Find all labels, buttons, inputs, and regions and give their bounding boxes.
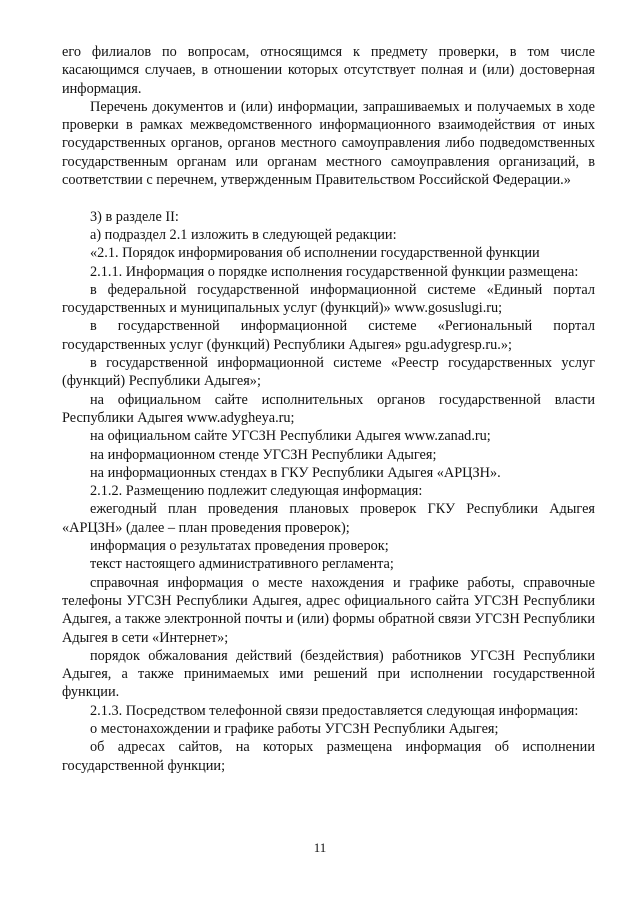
paragraph: информация о результатах проведения проверок;	[90, 538, 389, 555]
paragraph: на официальном сайте УГСЗН Республики Адыгея www.zanad.ru;	[90, 428, 491, 445]
paragraph: в государственной информационной системе «Реестр государственных услуг (функций) Республики Адыгея»;	[62, 355, 595, 390]
page-number: 11	[313, 840, 327, 855]
paragraph: 3) в разделе II:	[90, 208, 179, 225]
paragraph: о местонахождении и графике работы УГСЗН Республики Адыгея;	[90, 720, 499, 737]
paragraph: ежегодный план проведения плановых проверок ГКУ Республики Адыгея «АРЦЗН» (далее – план проведения проверок);	[62, 501, 595, 536]
paragraph: в государственной информационной системе «Региональный портал государственных услуг (функций) Республики Адыгея» pgu.adygresp.ru.»;	[62, 318, 595, 353]
paragraph: а) подраздел 2.1 изложить в следующей редакции:	[90, 226, 397, 243]
paragraph: порядок обжалования действий (бездействия) работников УГСЗН Республики Адыгея, а также принимаемых ими решений при исполнении государственной функции.	[62, 647, 595, 701]
paragraph: 2.1.1. Информация о порядке исполнения государственной функции размещена:	[90, 263, 579, 280]
paragraph: в федеральной государственной информационной системе «Единый портал государственных и муниципальных услуг (функций)» www.gosuslugi.ru;	[62, 281, 595, 317]
paragraph: об адресах сайтов, на которых размещена информация об исполнении государственной функции;	[62, 739, 595, 774]
document-body	[62, 43, 595, 775]
paragraph: на информационном стенде УГСЗН Республики Адыгея;	[90, 446, 437, 463]
paragraph: на официальном сайте исполнительных органов государственной власти Республики Адыгея www.adygheya.ru;	[62, 391, 595, 426]
paragraph: текст настоящего административного регламента;	[90, 556, 394, 573]
paragraph: Перечень документов и (или) информации, запрашиваемых и получаемых в ходе проверки в рамках межведомственного информационного взаимодействия от иных государственных органов, органов местного самоуправления либо подведомственных государственным органам или органам местного самоуправления организаций, в соответствии с перечнем, утвержденным Правительством Российской Федерации.»	[62, 98, 595, 189]
paragraph: его филиалов по вопросам, относящимся к предмету проверки, в том числе касающимся случаев, в отношении которых отсутствует полная и (или) достоверная информация.	[62, 44, 595, 97]
paragraph: 2.1.2. Размещению подлежит следующая информация:	[90, 483, 423, 500]
paragraph: справочная информация о месте нахождения и графике работы, справочные телефоны УГСЗН Республики Адыгея, адрес официального сайта УГСЗН Республики Адыгея, а также электронной почты и (или) формы обратной связи УГСЗН Республики Адыгея в сети «Интернет»;	[62, 574, 595, 646]
paragraph: «2.1. Порядок информирования об исполнении государственной функции	[90, 245, 540, 262]
paragraph: на информационных стендах в ГКУ Республики Адыгея «АРЦЗН».	[90, 464, 501, 481]
paragraph: 2.1.3. Посредством телефонной связи предоставляется следующая информация:	[90, 702, 579, 719]
